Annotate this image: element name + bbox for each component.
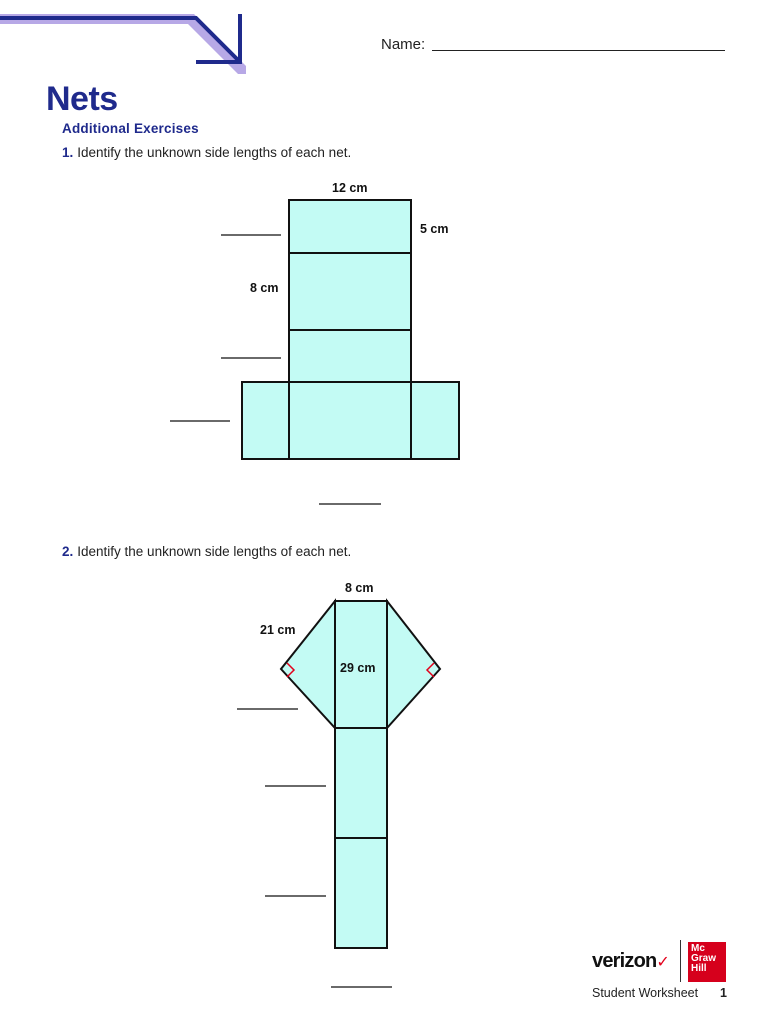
name-label: Name: (381, 36, 426, 53)
verizon-check-icon: ✓ (656, 954, 670, 971)
question-2-number: 2. (62, 544, 74, 559)
net-2-label-slant: 21 cm (260, 623, 296, 637)
question-1-number: 1. (62, 145, 74, 160)
net-1-label-top: 12 cm (332, 181, 368, 195)
net-2-label-top: 8 cm (345, 581, 374, 595)
net-1-label-right: 5 cm (420, 222, 449, 236)
question-2-text: Identify the unknown side lengths of each net. (77, 544, 352, 559)
question-1-text: Identify the unknown side lengths of each net. (77, 145, 352, 160)
verizon-wordmark: verizon (592, 950, 657, 972)
footer-page-number: 1 (720, 986, 727, 1000)
net-2-face-bottom (335, 838, 387, 948)
net-1-label-left-middle: 8 cm (250, 281, 279, 295)
verizon-logo (592, 950, 669, 973)
logo-divider (680, 940, 681, 982)
page-subtitle: Additional Exercises (62, 121, 199, 136)
mcgraw-hill-logo-line-1: Mc (691, 943, 705, 954)
mcgraw-hill-logo (688, 942, 726, 982)
mcgraw-hill-logo-line-2: Graw (691, 953, 717, 964)
net-2-face-middle (335, 728, 387, 838)
mcgraw-hill-logo-line-3: Hill (691, 963, 707, 974)
page-title: Nets (46, 80, 118, 118)
footer-label: Student Worksheet (592, 986, 699, 1000)
net-2-label-center: 29 cm (340, 661, 376, 675)
